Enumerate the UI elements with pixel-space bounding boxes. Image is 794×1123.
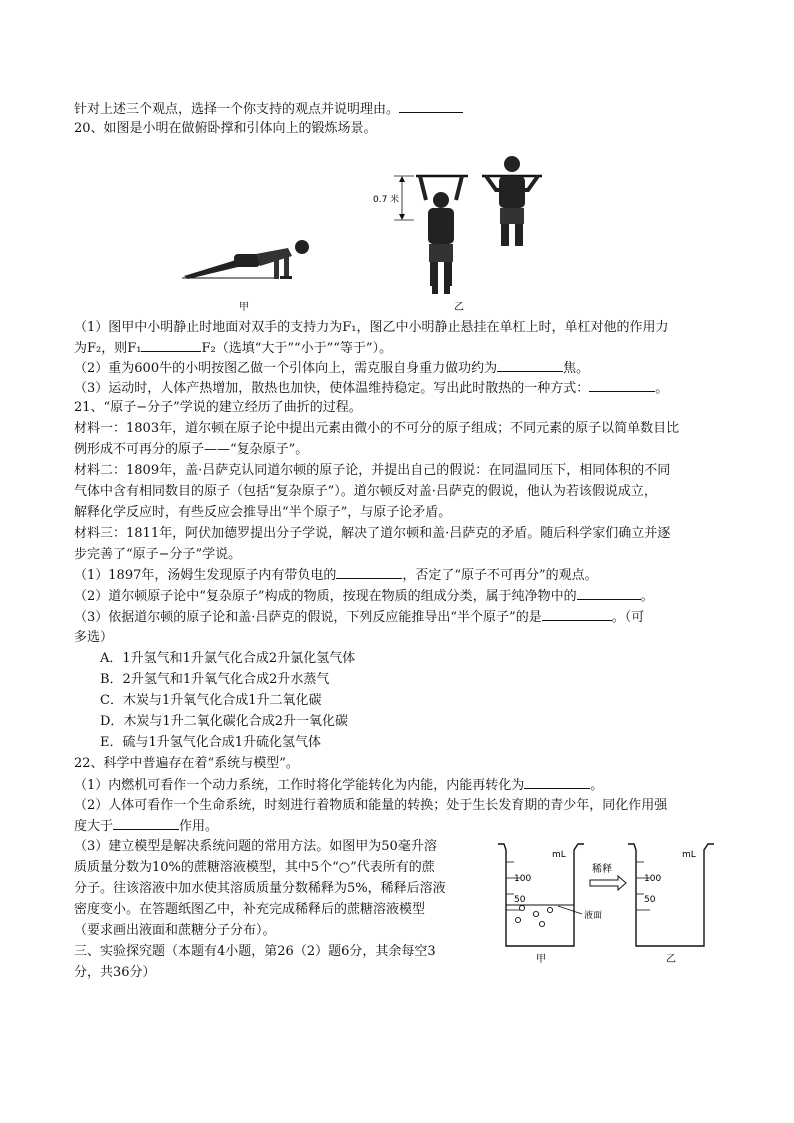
q20-2: （2）重为600牛的小明按图乙做一个引体向上，需克服自身重力做功约为 焦。: [74, 358, 589, 379]
beaker-jia: [498, 844, 584, 946]
material-2-a: 材料二：1809年，盖·吕萨克认同道尔顿的原子论，并提出自己的假说：在同温同压下，相同体积的不同: [74, 463, 671, 478]
beaker-label-yi: 乙: [666, 954, 676, 965]
answer-blank[interactable]: [524, 775, 590, 789]
material-1-a: 材料一：1803年，道尔顿在原子论中提出元素由微小的不可分的原子组成；不同元素的原子以简单数目比: [74, 421, 680, 436]
viewpoint-line: 针对上述三个观点，选择一个你支持的观点并说明理由。: [74, 99, 463, 120]
beaker-jia-tick-100: 100: [514, 874, 532, 884]
beaker-yi-unit: mL: [682, 850, 696, 860]
option-b: B．2升氢气和1升氧气化合成2升水蒸气: [100, 672, 330, 687]
answer-blank[interactable]: [336, 565, 402, 579]
q22-1: （1）内燃机可看作一个动力系统，工作时将化学能转化为内能，内能再转化为 。: [74, 775, 603, 796]
q22-3-b: 质质量分数为10%的蔗糖溶液模型，其中5个“○”代表所有的蔗: [74, 860, 435, 875]
q22-3-a: （3）建立模型是解决系统问题的常用方法。如图甲为50毫升溶: [74, 839, 437, 854]
material-2-c: 解释化学反应时，有些反应会推导出“半个原子”，与原子论矛盾。: [74, 505, 452, 520]
dilute-arrow-icon: [590, 876, 626, 890]
section-3-heading-b: 分，共36分）: [74, 965, 156, 980]
exercise-figure: [176, 150, 556, 318]
q21-3: （3）依据道尔顿的原子论和盖·吕萨克的假说，下列反应能推导出“半个原子”的是 。（可: [74, 607, 644, 628]
figure-label-jia: 甲: [239, 302, 249, 313]
q22-2-a: （2）人体可看作一个生命系统，时刻进行着物质和能量的转换；处于生长发育期的青少年，同化作用强: [74, 798, 668, 813]
q20-1-b: 为F₂，则F₁ F₂（选填“大于”“小于”“等于”）。: [74, 338, 392, 359]
beaker-jia-tick-50: 50: [514, 895, 526, 905]
q22-2-b: 度大于 作用。: [74, 816, 218, 837]
material-1-b: 例形成不可再分的原子——“复杂原子”。: [74, 442, 309, 457]
material-2-b: 气体中含有相同数目的原子（包括“复杂原子”）。道尔顿反对盖·吕萨克的假说，他认为若该假说成立，: [74, 484, 657, 499]
q22-3-d: 密度变小。在答题纸图乙中，补充完成稀释后的蔗糖溶液模型: [74, 902, 426, 917]
beaker-yi-tick-50: 50: [644, 895, 656, 905]
answer-blank[interactable]: [577, 586, 641, 600]
q21-3-b: 多选）: [74, 630, 114, 645]
answer-blank[interactable]: [399, 99, 463, 113]
material-3-b: 步完善了“原子−分子”学说。: [74, 547, 242, 562]
q21-title: 21、“原子−分子”学说的建立经历了曲折的过程。: [74, 400, 362, 415]
pullup-person-up: [482, 156, 542, 246]
q22-3-e: （要求画出液面和蔗糖分子分布）。: [74, 923, 276, 938]
beaker-label-jia: 甲: [536, 954, 546, 965]
height-label: 0.7 米: [373, 195, 400, 205]
answer-blank[interactable]: [113, 816, 179, 830]
option-e: E．硫与1升氢气化合成1升硫化氢气体: [100, 735, 322, 750]
option-d: D．木炭与1升二氧化碳化合成2升一氧化碳: [100, 714, 348, 729]
q20-1-a: （1）图甲中小明静止时地面对双手的支持力为F₁，图乙中小明静止悬挂在单杠上时，单杠对他的作用力: [74, 320, 669, 335]
q21-1: （1）1897年，汤姆生发现原子内有带负电的 ，否定了“原子不可再分”的观点。: [74, 565, 598, 586]
beaker-yi-tick-100: 100: [644, 874, 662, 884]
option-a: A．1升氢气和1升氯气化合成2升氯化氢气体: [100, 651, 356, 666]
beaker-figure: [492, 836, 718, 966]
q22-title: 22、科学中普遍存在着“系统与模型”。: [74, 756, 299, 771]
option-c: C．木炭与1升氧气化合成1升二氧化碳: [100, 693, 322, 708]
dilute-label: 稀释: [592, 864, 612, 875]
q22-3-c: 分子。往该溶液中加水使其溶质质量分数稀释为5%，稀释后溶液: [74, 881, 446, 896]
section-3-heading-a: 三、实验探究题（本题有4小题，第26（2）题6分，其余每空3: [74, 944, 436, 959]
surface-label: 液面: [584, 911, 603, 921]
beaker-jia-unit: mL: [552, 850, 566, 860]
pushup-person: [182, 240, 309, 279]
material-3-a: 材料三：1811年，阿伏加德罗提出分子学说，解决了道尔顿和盖·吕萨克的矛盾。随后科学家们确立并逐: [74, 526, 671, 541]
beaker-yi: [628, 844, 714, 946]
pullup-person: [416, 176, 468, 294]
q20-3: （3）运动时，人体产热增加，散热也加快，使体温维持稳定。写出此时散热的一种方式： 。: [74, 378, 668, 399]
answer-blank[interactable]: [542, 607, 612, 621]
answer-blank[interactable]: [497, 358, 563, 372]
q21-2: （2）道尔顿原子论中“复杂原子”构成的物质，按现在物质的组成分类，属于纯净物中的 。: [74, 586, 654, 607]
answer-blank[interactable]: [141, 338, 201, 352]
answer-blank[interactable]: [589, 378, 655, 392]
figure-label-yi: 乙: [454, 302, 464, 313]
q20-title: 20、如图是小明在做俯卧撑和引体向上的锻炼场景。: [74, 121, 377, 136]
